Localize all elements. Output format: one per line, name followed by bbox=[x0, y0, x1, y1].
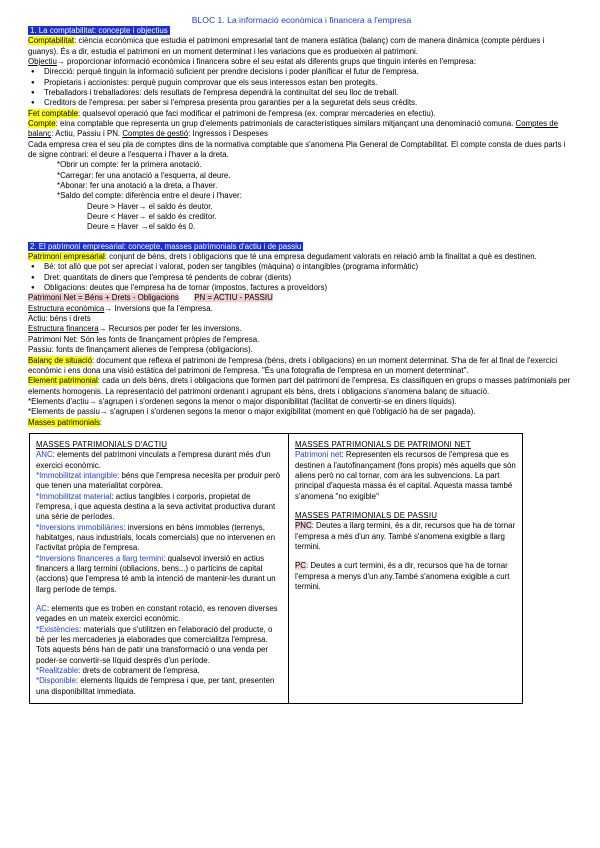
objectiu-term: Objectiu bbox=[28, 56, 57, 66]
section-2-heading: 2. El patrimoni empresarial: concepte, masses patrimonials d'actiu i de passiu bbox=[30, 241, 302, 251]
comptabilitat-term: Comptabilitat bbox=[28, 36, 75, 46]
actiu-line: Actiu: béns i drets bbox=[28, 314, 91, 324]
pc-definition: PC: Deutes a curt termini, és a dir, recursos que ha de tornar l'empresa a menys d'un any.També s'anomena exigible a curt termini. bbox=[295, 561, 510, 592]
ac-definition: AC: elements que es troben en constant rotació, es renoven diverses vegades en un mateix exercici econòmic. bbox=[36, 604, 278, 624]
balanc-term: Balanç de situació bbox=[28, 355, 93, 365]
masses-passiu-header: MASSES PATRIMONIALS DE PASSIU bbox=[295, 510, 438, 520]
note-carregar: *Carregar: fer una anotació a l'esquerra, al deure. bbox=[57, 170, 231, 180]
list-item: ● Dret: quantitats de diners que l'empresa té pendents de cobrar (dients) bbox=[44, 273, 575, 283]
list-item: ● Treballadors i treballadores: dels resultats de l'empresa dependrà la continuïtat del seu lloc de treball. bbox=[44, 88, 575, 98]
immobilitzat-material: *Immobilitzat material: actius tangibles i corporis, propietat de l'empresa, i que aquesta destina a la seva activitat productiva durant una sèrie de períodes. bbox=[36, 491, 276, 522]
note-saldo: *Saldo del compte: diferència entre el deure i l'haver: bbox=[57, 191, 242, 201]
list-item: ● Direcció: perquè tinguin la informació suficient per prendre decisions i poder planificar el futur de l'empresa. bbox=[44, 67, 575, 77]
list-item: ● Obligacions: deutes que l'empresa ha de tornar (impostos, factures a proveïdors) bbox=[44, 283, 575, 293]
fet-comptable-term: Fet comptable bbox=[28, 108, 78, 118]
comptes-balanc-label: Comptes de balanç bbox=[28, 118, 559, 139]
estructura-financera: Estructura financera→ Recursos per poder fer les inversions. bbox=[28, 324, 242, 334]
document-page bbox=[28, 15, 575, 704]
comptabilitat-definition: Comptabilitat: ciència econòmica que estudia el patrimoni empresarial tant de manera estàtica (balanç) com de manera dinàmica (compte pèrdues i guanys). És a dir, estudia el patrimoni en un moment determinat i les variacions que es produeixen al patrimoni. bbox=[28, 36, 545, 56]
section-1-heading: 1. La comptabilitat: concepte i objectius bbox=[30, 25, 168, 35]
masses-heading: Masses patrimonials: bbox=[28, 417, 103, 427]
patrimoni-term: Patrimoni empresarial bbox=[28, 252, 105, 262]
list-item: ● Creditors de l'empresa: per saber si l'empresa presenta prou garanties per a la seguretat dels seus crèdits. bbox=[44, 98, 575, 108]
saldo-deutor: Deure > Haver→ el saldo és deutor. bbox=[87, 201, 213, 211]
elements-passiu-line: *Elements de passiu→ s'agrupen i s'ordenen segons la menor o major exigibilitat (moment en què l'obligació ha de ser pagada). bbox=[28, 407, 476, 417]
spacer bbox=[28, 233, 575, 242]
formula-line bbox=[28, 293, 575, 303]
patrimoni-definition: Patrimoni empresarial: conjunt de béns, drets i obligacions que té una empresa degudament valorats en relació amb la finalitat a què es destinen. bbox=[28, 252, 537, 262]
list-item: ● Bé: tot allò que pot ser apreciat i valorat, poden ser tangibles (màquina) o intangibles (programa informàtic) bbox=[44, 262, 575, 272]
realitzable: *Realitzable: drets de cobrament de l'empresa. bbox=[36, 666, 200, 676]
anc-definition: ANC: elements del patrimoni vinculats a l'empresa durant més d'un exercici econòmic. bbox=[36, 450, 271, 470]
inversions-immobiliaries: *Inversions immobiliàries: inversions en béns immobles (terrenys, habitatges, naus industrials, locals comercials) que no intervenen en l'activitat pròpia de l'empresa. bbox=[36, 522, 276, 553]
saldo-zero: Deure = Haver →el saldo és 0. bbox=[87, 222, 196, 232]
fet-comptable-definition: Fet comptable: qualsevol operació que faci modificar el patrimoni de l'empresa (ex. comprar mercaderies en efectiu). bbox=[28, 108, 436, 118]
objectiu-definition: Objectiu→ proporcionar informació econòmica i financera sobre el seu estat als diferents grups que tinguin interès en l'empresa: bbox=[28, 56, 477, 66]
immobilitzat-intangible: *Immobilitzat intangible: béns que l'empresa necesita per produir però que tenen una materialitat corpòrea. bbox=[36, 470, 281, 491]
document-title: BLOC 1. La informació econòmica i financera a l'empresa bbox=[191, 15, 412, 25]
stakeholder-list bbox=[28, 67, 575, 108]
elements-actiu-line: *Elements d'actiu→ s'agrupen i s'ordenen segons la menor o major disponibilitat (facilitat de convertir-se en diners líquids). bbox=[28, 396, 457, 406]
saldo-creditor: Deure < Haver→ el saldo és creditor. bbox=[87, 212, 217, 222]
compte-term: Compte bbox=[28, 118, 56, 128]
element-term: Element patrimonial bbox=[28, 376, 98, 386]
note-abonar: *Abonar: fer una anotació a la dreta, a l'haver. bbox=[57, 181, 218, 190]
masses-table bbox=[29, 433, 523, 704]
pla-de-comptes-text: Cada empresa crea el seu pla de comptes dins de la normativa comptable que s'anomena Pla General de Comptabilitat. El compte consta de dues parts i de signe contrari: el deure a l'esquerra i l'haver a la dreta. bbox=[28, 139, 566, 159]
pnc-definition: PNC: Deutes a llarg termini, és a dir, recursos que ha de tornar l'empresa a més d'un any. També s'anomena exigible a llarg termini. bbox=[295, 521, 516, 551]
masses-actiu-header: MASSES PATRIMONIALS D'ACTIU bbox=[36, 439, 168, 449]
patrimoni-net-line: Patrimoni Net: Són les fonts de finançament pròpies de l'empresa. bbox=[28, 334, 260, 344]
inversions-financeres: *Inversions financeres a llarg termini: qualsevol inversió en actius financers a llarg termini (obliacions, bens...) o particins de capital (accions) que l'empresa té amb la intenció de mantenir-les durant un llarg període de temps. bbox=[36, 553, 276, 594]
disponible: *Disponible: elements líquids de l'empresa i que, per tant, presenten una disponibilitat immediata. bbox=[36, 676, 275, 696]
existencies: *Existències: materials que s'utilitzen en l'elaboració del producte, o bé per les mercaderies ja elaborades que comercialitza l'empresa. Tots aquests béns han de patir una transformació o una venda per poder-se convertir-se líquid després d'un període. bbox=[36, 624, 273, 665]
masses-actiu-cell bbox=[30, 433, 289, 703]
masses-pn-passiu-cell bbox=[289, 433, 523, 703]
formula-patrimoni-net: Patrimoni Net = Béns + Drets - Obligacions bbox=[28, 293, 179, 303]
masses-pn-header: MASSES PATRIMONIALS DE PATRIMONI NET bbox=[295, 439, 471, 449]
estructura-economica: Estructura econòmica→ Inversions que fa l'empresa. bbox=[28, 303, 213, 313]
compte-definition: Compte: eina comptable que representa un grup d'elements patrimonials de característiques similars mitjançant una denominació comuna. Comptes de balanç: Actiu, Passiu i PN. Comptes de gestió: Ingressos i Despeses bbox=[28, 118, 559, 139]
balanc-definition: Balanç de situació: document que reflexa el patrimoni de l'empresa (béns, drets i obligacions) en un moment determinat. S'ha de fer al final de l'exercici econòmic i ens dona una visió estàtica del patrimoni de l'empresa. "És una fotografia de l'empresa en un moment determinat". bbox=[28, 355, 558, 375]
patrimoni-list bbox=[28, 262, 575, 293]
passiu-line: Passiu: fonts de finançament alienes de l'empresa (obligacions). bbox=[28, 345, 253, 355]
patrimoni-net-definition: Patrimoni net: Representen els recursos de l'empresa que es destinen a l'autofinançament (fons propis) més aquells que són aliens però no cal tornar, com ara les subvencions. La part principal d'aquesta massa és el capital. Aquesta massa també s'anomena "no exigible" bbox=[295, 450, 516, 501]
comptes-gestio-label: Comptes de gestió bbox=[122, 129, 189, 139]
list-item: ● Propietaris i accionistes: perquè puguin comprovar que els seus interessos estan ben protegits. bbox=[44, 78, 575, 88]
formula-pn: PN = ACTIU - PASSIU bbox=[194, 293, 273, 303]
element-definition: Element patrimonial: cada un dels béns, drets i obligacions que formen part del patrimoni de l'empresa. Es classifiquen en grups o masses patrimonials per elements homogenis. La representació del patrimoni ordenant i agrupant els béns, drets i obligacions s'anomena balanç de situació. bbox=[28, 376, 571, 396]
note-obrir: *Obrir un compte: fer la primera anotació. bbox=[57, 160, 202, 170]
